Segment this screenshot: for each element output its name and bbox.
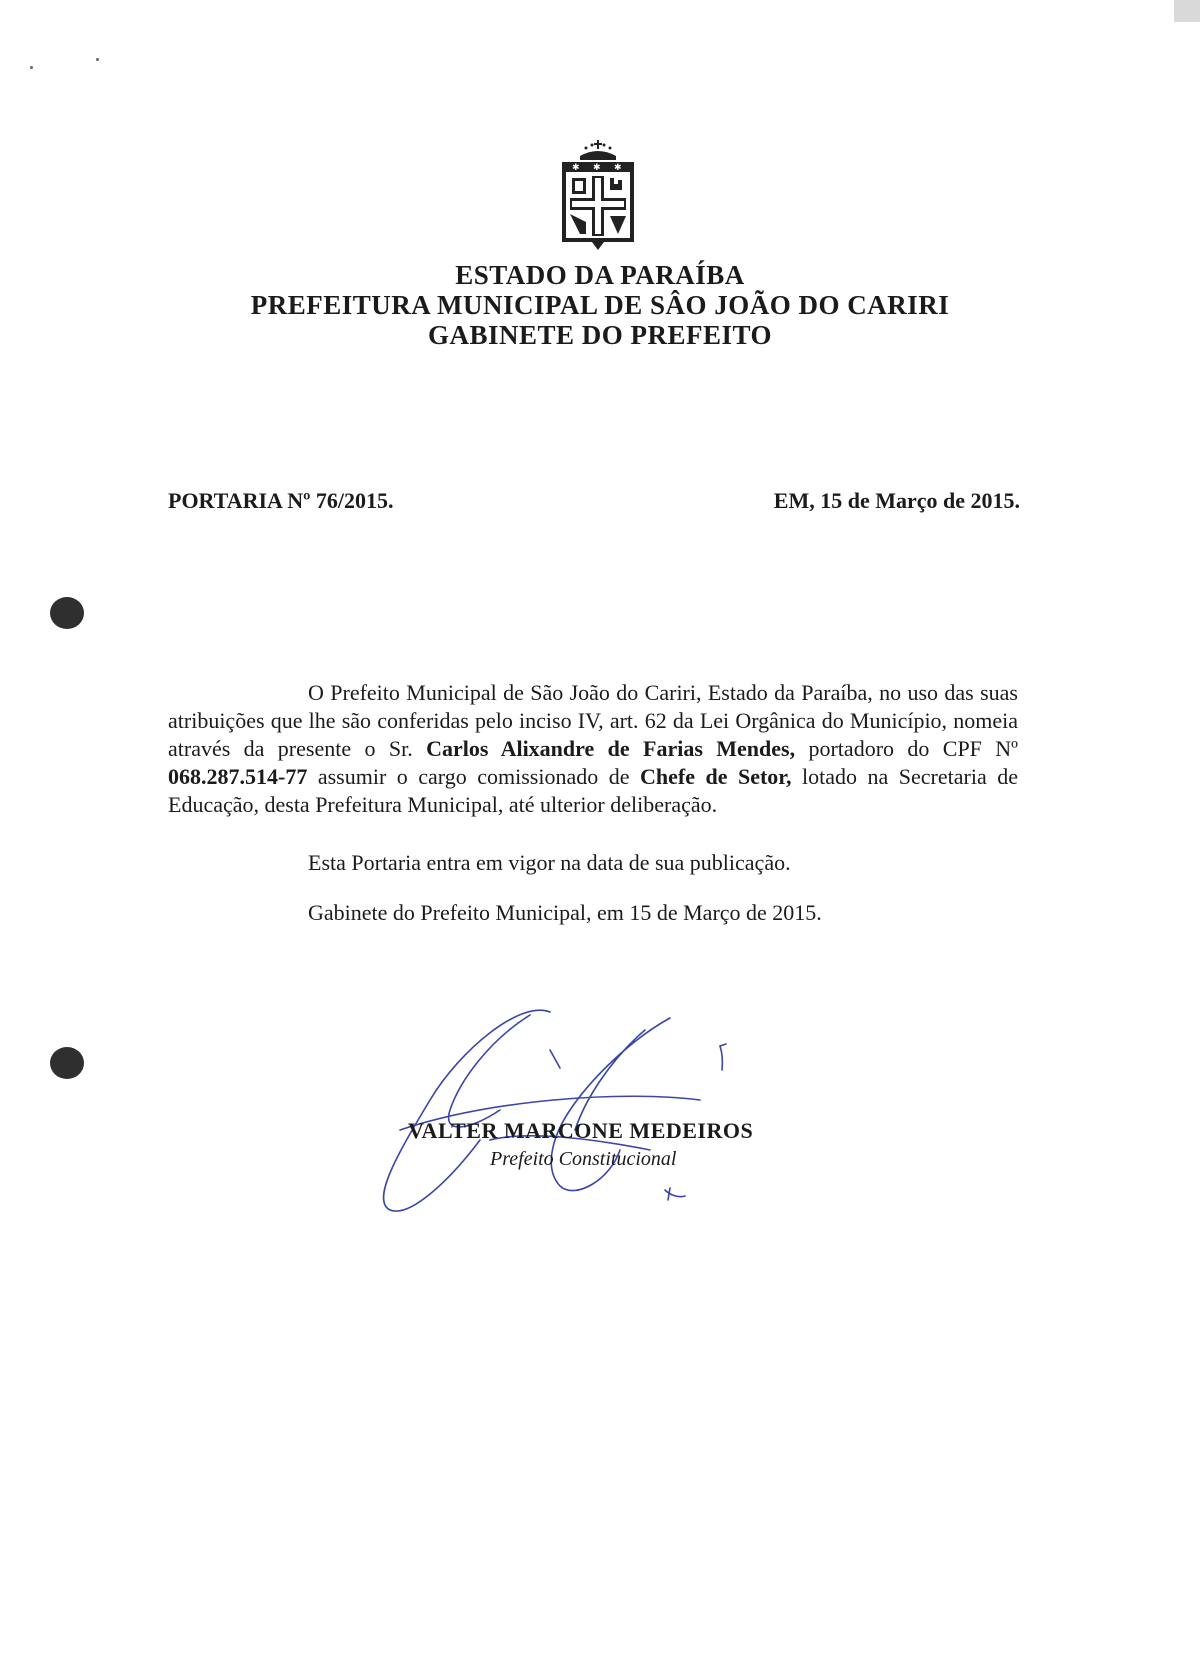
handwritten-signature [370, 990, 770, 1220]
signatory-name: VALTER MARCONE MEDEIROS [408, 1118, 754, 1143]
signatory-title: Prefeito Constitucional [490, 1148, 677, 1170]
svg-text:✱: ✱ [572, 163, 580, 173]
document-header [0, 260, 1200, 350]
appointee-name: Carlos Alixandre de Farias Mendes, [426, 736, 796, 761]
scan-speck [30, 66, 33, 69]
scan-speck [96, 58, 99, 61]
paragraph-text: O Prefeito Municipal de São João do Cariri, Estado da Paraíba, no uso das suas atribuições que lhe são conferidas pelo inciso IV, art. 62 da Lei Orgânica do Município, nomeia através da presente o Sr. [168, 680, 1018, 761]
punch-hole [50, 1047, 84, 1079]
paragraph-text: assumir o cargo comissionado de [307, 764, 640, 789]
appointment-paragraph [168, 679, 1018, 819]
paragraph-text: lotado na Secretaria de Educação, desta Prefeitura Municipal, até ulterior deliberação. [168, 764, 1018, 817]
municipal-coat-of-arms-icon [552, 138, 644, 256]
svg-text:✱: ✱ [593, 163, 601, 173]
effective-paragraph: Esta Portaria entra em vigor na data de sua publicação. [308, 850, 791, 875]
header-office: GABINETE DO PREFEITO [427, 320, 773, 350]
scan-edge-mark [1174, 0, 1200, 22]
svg-text:✱: ✱ [614, 163, 622, 173]
header-prefecture: PREFEITURA MUNICIPAL DE SÂO JOÃO DO CARIRI [250, 290, 950, 320]
office-date-paragraph: Gabinete do Prefeito Municipal, em 15 de Março de 2015. [308, 900, 822, 925]
paragraph-text: portadoro do CPF Nº [795, 736, 1018, 761]
cpf-number: 068.287.514-77 [168, 764, 308, 789]
punch-hole [50, 597, 84, 629]
portaria-number: PORTARIA Nº 76/2015. [168, 488, 394, 513]
header-state: ESTADO DA PARAÍBA [455, 260, 745, 290]
portaria-date: EM, 15 de Março de 2015. [773, 488, 1020, 513]
position-title: Chefe de Setor, [639, 764, 792, 789]
